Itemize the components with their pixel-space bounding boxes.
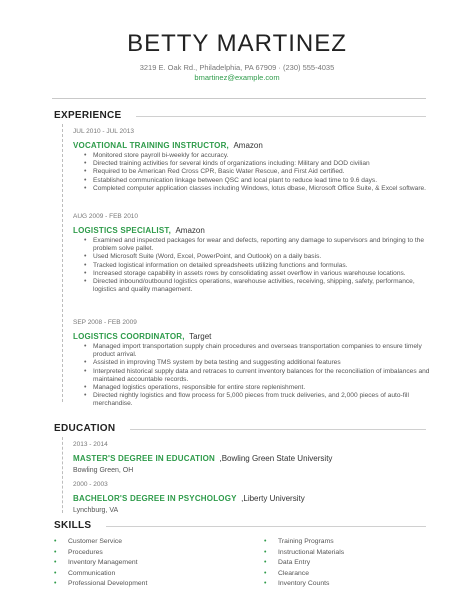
skill-item: • Inventory Counts [264,579,434,590]
education-heading: EDUCATION [54,423,116,434]
school-name: ,Liberty University [241,494,305,503]
candidate-name: BETTY MARTINEZ [127,30,347,57]
skill-item: • Professional Development [54,579,224,590]
job-bullet: • Increased storage capability in assets rows by consolidating asset overflow in various warehouse locations. [93,270,433,278]
job-bullets [73,237,433,294]
skills-list-right [264,537,434,590]
education-title-line [73,451,433,462]
job-company: Amazon [175,226,205,235]
experience-heading: EXPERIENCE [54,110,122,121]
job-bullets [73,343,433,409]
job-bullet: • Used Microsoft Suite (Word, Excel, PowerPoint, and Outlook) on a daily basis. [93,253,433,261]
school-location: Lynchburg, VA [73,507,119,514]
job-dates: SEP 2008 - FEB 2009 [73,319,137,326]
job-title: LOGISTICS SPECIALIST, [73,226,171,235]
job-bullet: • Directed nightly logistics and flow process for 5,000 pieces from truck deliveries, and 2,000 pieces of auto-fill merchandise. [93,392,433,408]
job-title-line [73,223,433,234]
skill-item: • Inventory Management [54,558,224,569]
skill-item: • Procedures [54,548,224,559]
skills-heading: SKILLS [54,520,92,531]
job-entry [73,127,433,193]
job-bullet: • Monitored store payroll bi-weekly for accuracy. [93,152,433,160]
education-rule [130,429,426,430]
job-bullet: • Directed training activities for several kinds of organizations including: Military and DOD civilian [93,160,433,168]
education-entry [73,480,433,515]
education-title-line [73,491,433,502]
skill-item: • Training Programs [264,537,434,548]
skill-item: • Customer Service [54,537,224,548]
skill-item: • Clearance [264,569,434,580]
job-bullet: • Examined and inspected packages for wear and defects, reporting any damage to supervisors and bringing to the problem solve pallet. [93,237,433,253]
header-divider [52,98,426,99]
job-bullet: • Established communication linkage between QSC and local plant to reduce lead time to 9.6 days. [93,177,433,185]
school-name: ,Bowling Green State University [219,454,333,463]
degree-title: BACHELOR'S DEGREE IN PSYCHOLOGY [73,494,237,503]
degree-title: MASTER'S DEGREE IN EDUCATION [73,454,216,463]
job-bullets [73,152,433,193]
job-bullet: • Managed import transportation supply chain procedures and overseas transportation companies to ensure timely product arrival. [93,343,433,359]
education-dates: 2013 - 2014 [73,441,108,448]
job-company: Amazon [233,141,263,150]
job-title: LOGISTICS COORDINATOR, [73,332,185,341]
skill-item: • Data Entry [264,558,434,569]
skill-item: • Communication [54,569,224,580]
job-entry [73,318,433,409]
skills-rule [106,526,426,527]
job-entry [73,212,433,294]
job-title-line [73,329,433,340]
contact-line: 3219 E. Oak Rd., Philadelphia, PA 67909 · (230) 555-4035 [139,63,335,72]
job-bullet: • Completed computer application classes including Windows, lotus dbase, Microsoft Office Suite, & Excel software. [93,185,433,193]
job-bullet: • Tracked logistical information on detailed spreadsheets utilizing functions and formulas. [93,262,433,270]
email-link[interactable]: bmartinez@example.com [194,73,280,82]
job-dates: AUG 2009 - FEB 2010 [73,213,139,220]
skills-list-left [54,537,224,590]
job-bullet: • Required to be American Red Cross CPR, Basic Water Rescue, and First Aid certified. [93,168,433,176]
job-bullet: • Managed logistics operations, responsible for entire store replenishment. [93,384,433,392]
experience-rule [136,116,426,117]
education-entry [73,440,433,475]
job-title: VOCATIONAL TRAINING INSTRUCTOR, [73,141,229,150]
job-bullet: • Interpreted historical supply data and retraces to current inventory balances for the reconciliation of imbalances and maintained accountable records. [93,368,433,384]
skill-item: • Instructional Materials [264,548,434,559]
job-bullet: • Directed inbound/outbound logistics operations, warehouse activities, receiving, shipping, safety, performance, logistics and quality management. [93,278,433,294]
education-dates: 2000 - 2003 [73,481,108,488]
experience-timeline [62,124,63,402]
job-dates: JUL 2010 - JUL 2013 [73,128,134,135]
job-title-line [73,138,433,149]
school-location: Bowling Green, OH [73,467,134,474]
job-company: Target [189,332,212,341]
education-timeline [62,437,63,513]
job-bullet: • Assisted in improving TMS system by beta testing and suggesting additional features [93,359,433,367]
